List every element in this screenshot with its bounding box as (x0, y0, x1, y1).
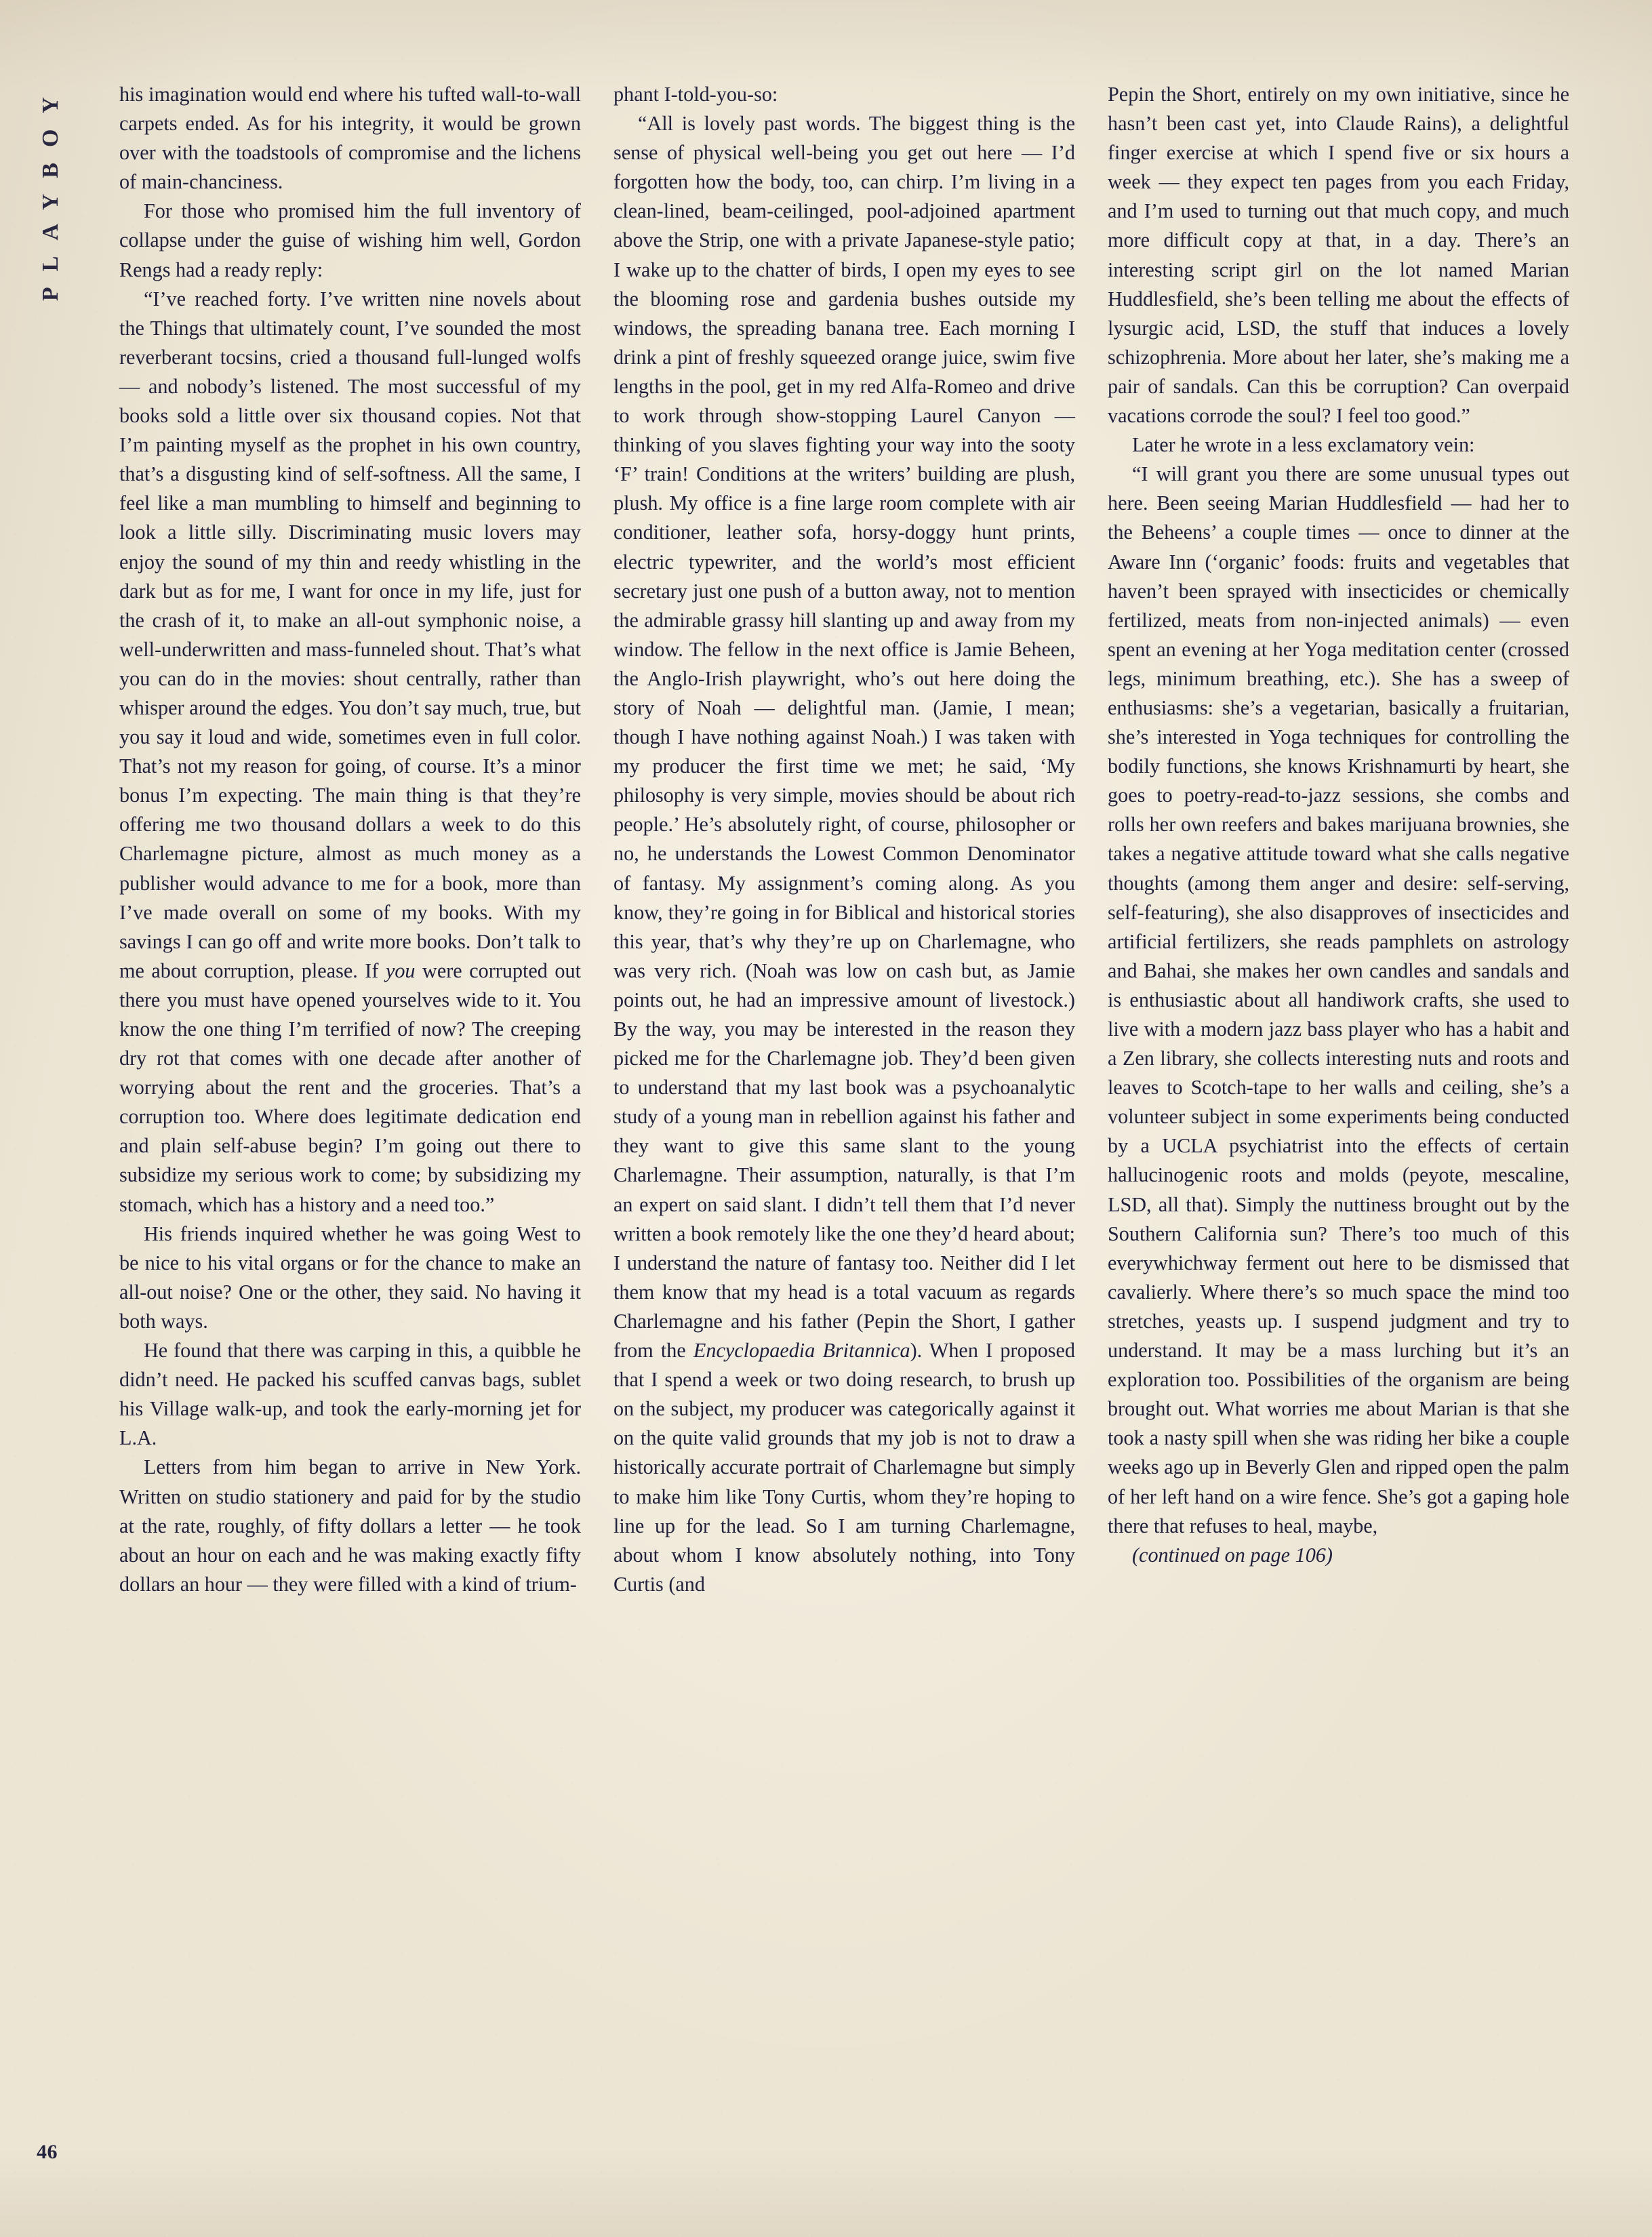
paragraph-text-before-italic: “I’ve reached forty. I’ve written nine novels about the Things that ultimately count, I’ve sounded the most reverberant tocsins, cried a thousand full-lunged wolfs — and nobody’s listened. The most successful of my books sold a little over six thousand copies. Not that I’m painting myself as the prophet in his own country, that’s a disgusting kind of self-softness. All the same, I feel like a man mumbling to himself and beginning to look a little silly. Discriminating music lovers may enjoy the sound of my thin and reedy whistling in the dark but as for me, I want for once in my life, just for the crash of it, to make an all-out symphonic noise, a well-underwritten and mass-funneled shout. That’s what you can do in the movies: shout centrally, rather than whisper around the edges. You don’t say much, true, but you say it loud and wide, sometimes even in full color. That’s not my reason for going, of course. It’s a minor bonus I’m expecting. The main thing is that they’re offering me two thousand dollars a week to do this Charlemagne picture, almost as much money as a publisher would advance to me for a book, more than I’ve made overall on some of my books. With my savings I can go off and write more books. Don’t talk to me about corruption, please. If (119, 287, 581, 982)
paragraph (119, 285, 581, 1220)
column-2 (613, 80, 1075, 2124)
emphasis-you: you (385, 959, 416, 982)
paragraph: His friends inquired whether he was going West to be nice to his vital organs or for the chance to make an all-out noise? One or the other, they said. No having it both ways. (119, 1222, 581, 1333)
paragraph-text-after-italic: ). When I proposed that I spend a week or two doing research, to brush up on the subject, my producer was categorically against it on the quite valid grounds that my job is not to draw a historically accurate portrait of Charlemagne but simply to make him like Tony Curtis, whom they’re hoping to line up for the lead. So I am turning Charlemagne, about whom I know absolutely nothing, into Tony Curtis (and (613, 1339, 1076, 1596)
paragraph (613, 109, 1075, 1599)
column-1 (119, 80, 581, 2124)
paragraph: Letters from him began to arrive in New York. Written on studio stationery and paid for by the studio at the rate, roughly, of fifty dollars a letter — he took about an hour on each and he was making exactly fifty dollars an hour — they were filled with a kind of trium- (119, 1455, 581, 1596)
paragraph: phant I-told-you-so: (613, 83, 778, 106)
paragraph: his imagination would end where his tufted wall-to-wall carpets ended. As for his integrity, it would be grown over with the toadstools of compromise and the lichens of main-chanciness. (119, 83, 581, 194)
article-columns (119, 80, 1570, 2124)
continued-on-page-note[interactable]: (continued on page 106) (1132, 1543, 1333, 1567)
paragraph: Later he wrote in a less exclamatory vein: (1132, 433, 1475, 457)
column-3 (1108, 80, 1569, 2124)
paragraph: He found that there was carping in this, a quibble he didn’t need. He packed his scuffed canvas bags, sublet his Village walk-up, and took the early-morning jet for L.A. (119, 1339, 581, 1450)
paragraph-text-before-italic: “All is lovely past words. The biggest thing is the sense of physical well-being you get out here — I’d forgotten how the body, too, can chirp. I’m living in a clean-lined, beam-ceilinged, pool-adjoined apartment above the Strip, one with a private Japanese-style patio; I wake up to the chatter of birds, I open my eyes to see the blooming rose and gardenia bushes outside my windows, the spreading banana tree. Each morning I drink a pint of freshly squeezed orange juice, swim five lengths in the pool, get in my red Alfa-Romeo and drive to work through show-stopping Laurel Canyon — thinking of you slaves fighting your way into the sooty ‘F’ train! Conditions at the writers’ building are plush, plush. My office is a fine large room complete with air conditioner, leather sofa, horsy-doggy hunt prints, electric typewriter, and the world’s most efficient secretary just one push of a button away, not to mention the admirable grassy hill slanting up and away from my window. The fellow in the next office is Jamie Beheen, the Anglo-Irish playwright, who’s out here doing the story of Noah — delightful man. (Jamie, I mean; though I have nothing against Noah.) I was taken with my producer the first time we met; he said, ‘My philosophy is very simple, movies should be about rich people.’ He’s absolutely right, of course, philosopher or no, he understands the Lowest Common Denominator of fantasy. My assignment’s coming along. As you know, they’re going in for Biblical and historical stories this year, that’s why they’re up on Charlemagne, who was very rich. (Noah was low on cash but, as Jamie points out, he had an impressive amount of livestock.) By the way, you may be interested in the reason they picked me for the Charlemagne job. They’d been given to understand that my last book was a psychoanalytic study of a young man in rebellion against his father and they want to give this same slant to the young Charlemagne. Their assumption, naturally, is that I’m an expert on said slant. I didn’t tell them that I’d never written a book remotely like the one they’d heard about; I understand the nature of fantasy too. Neither did I let them know that my head is a total vacuum as regards Charlemagne and his father (Pepin the Short, I gather from the (613, 112, 1075, 1363)
magazine-logotype-text: PLAYBOY (38, 81, 63, 302)
paragraph: Pepin the Short, entirely on my own initiative, since he hasn’t been cast yet, into Claude Rains), a delightful finger exercise at which I spend five or six hours a week — they expect ten pages from you each Friday, and I’m used to turning out that much copy, and much more difficult copy at that, in a day. There’s an interesting script girl on the lot named Marian Huddlesfield, she’s been telling me about the effects of lysurgic acid, LSD, the stuff that induces a lovely schizophrenia. More about her later, she’s making me a pair of sandals. Can this be corruption? Can overpaid vacations corrode the soul? I feel too good.” (1108, 83, 1569, 428)
book-title-encyclopaedia-britannica: Encyclopaedia Britannica (693, 1339, 910, 1363)
magazine-logotype (0, 81, 102, 366)
paragraph: For those who promised him the full inventory of collapse under the guise of wishing him well, Gordon Rengs had a ready reply: (119, 199, 581, 281)
paragraph: “I will grant you there are some unusual types out here. Been seeing Marian Huddlesfield — had her to the Beheens’ a couple times — once to dinner at the Aware Inn (‘organic’ foods: fruits and vegetables that haven’t been sprayed with insecticides or chemically fertilized, meats from non-injected animals) — even spent an evening at her Yoga meditation center (crossed legs, minimum breathing, etc.). She has a sweep of enthusiasms: she’s a vegetarian, basically a fruitarian, she’s interested in Yoga techniques for controlling the bodily functions, she knows Krishnamurti by heart, she goes to poetry-read-to-jazz sessions, she combs and rolls her own reefers and bakes marijuana brownies, she takes a negative attitude toward what she calls negative thoughts (among them anger and desire: self-serving, self-featuring), she also disapproves of insecticides and artificial fertilizers, she reads pamphlets on astrology and Bahai, she makes her own candles and sandals and is enthusiastic about all handiwork crafts, she used to live with a modern jazz bass player who has a habit and a Zen library, she collects interesting nuts and roots and leaves to Scotch-tape to her walls and ceiling, she’s a volunteer subject in some experiments being conducted by a UCLA psychiatrist into the effects of certain hallucinogenic roots and molds (peyote, mescaline, LSD, all that). Simply the nuttiness brought out by the Southern California sun? There’s too much of this everywhichway ferment out here to be dismissed that cavalierly. Where there’s so much space the mind too stretches, yeasts up. I suspend judgment and try to understand. It may be a mass lurching but it’s an exploration too. Possibilities of the organism are being brought out. What worries me about Marian is that she took a nasty spill when she was riding her bike a couple weeks ago up in Beverly Glen and ripped open the palm of her left hand on a wire fence. She’s got a gaping hole there that refuses to heal, maybe, (1108, 462, 1569, 1537)
page-number: 46 (37, 2141, 58, 2163)
paragraph-text-after-italic: were corrupted out there you must have opened yourselves wide to it. You know the one thing I’m terrified of now? The creeping dry rot that comes with one decade after another of worrying about the rent and the groceries. That’s a corruption too. Where does legitimate dedication end and plain self-abuse begin? I’m going out there to subsidize my serious work to come; by subsidizing my stomach, which has a history and a need too.” (119, 959, 581, 1216)
